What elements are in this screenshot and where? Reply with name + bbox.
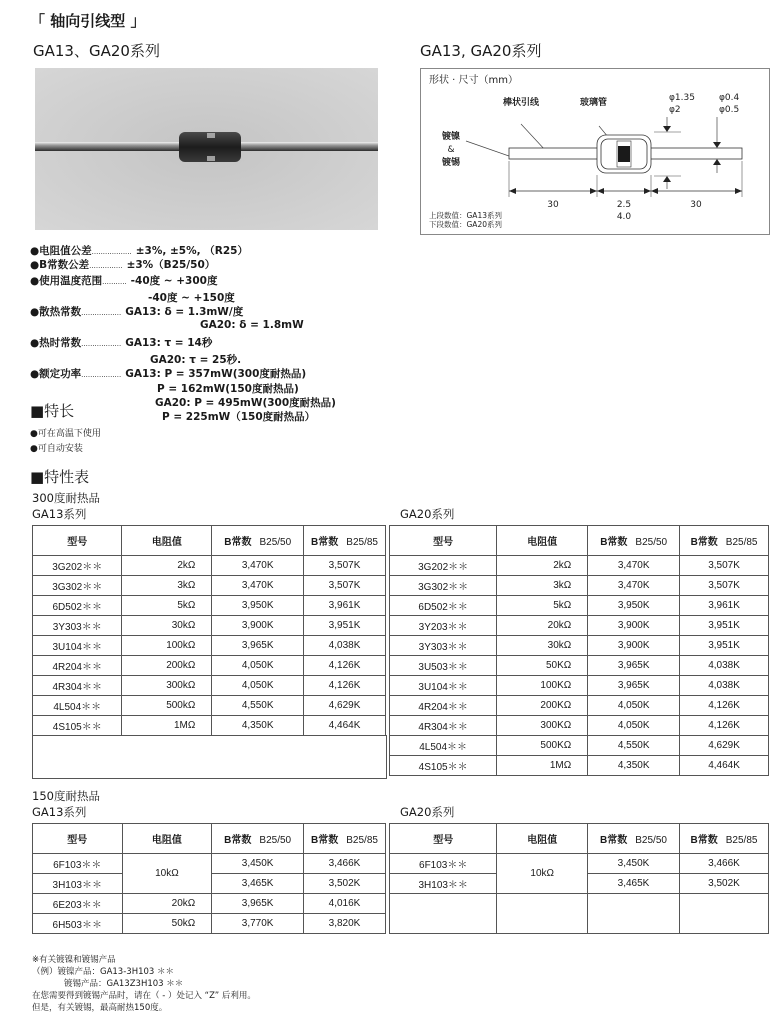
table-cell-empty: [679, 894, 768, 934]
table-cell-b2550: 3,470K: [212, 556, 304, 576]
plating-label-2: &: [447, 145, 455, 155]
spec-label: ●额定功率: [30, 368, 82, 380]
table-cell-model: 3H103＊＊: [33, 874, 123, 894]
spec-value: GA20: P = 495mW(300度耐热品): [155, 397, 336, 409]
column-header: [212, 526, 304, 556]
table-cell-resistance: 10kΩ: [122, 854, 212, 894]
section-150-ga13-label: GA13系列: [32, 805, 87, 819]
table-row: [33, 676, 386, 696]
spec-value: P = 162mW(150度耐热品): [157, 383, 299, 395]
table-cell-resistance: 300kΩ: [122, 676, 212, 696]
column-header: [679, 824, 768, 854]
features-heading: ■特长: [30, 402, 75, 420]
table-cell-model: 3U104＊＊: [390, 676, 497, 696]
note-line: 在您需要得到镀锡产品时，请在（ - ）处记入 “Z” 后利用。: [32, 991, 256, 1001]
table-cell-b2550: 3,465K: [212, 874, 304, 894]
dim-left-lead: 30: [547, 200, 559, 210]
column-header-label: B常数: [311, 835, 339, 846]
table-150-ga13: [32, 823, 386, 934]
column-header: [390, 824, 497, 854]
table-row: [390, 616, 769, 636]
spec-value: GA13: δ = 1.3mW/度: [125, 306, 244, 318]
column-header: [588, 824, 680, 854]
table-cell-b2550: 3,965K: [588, 676, 680, 696]
note-line: 但是，有关镀锡，最高耐热150度。: [32, 1003, 168, 1013]
spec-value: ±3%, ±5%, （R25）: [135, 245, 248, 257]
note-line: （例）镀镍产品：GA13-3H103 ＊＊: [32, 967, 175, 977]
characteristics-heading: ■特性表: [30, 468, 90, 486]
column-header: [680, 526, 769, 556]
lead-label: 棒状引线: [503, 98, 540, 108]
column-header: [497, 526, 588, 556]
table-cell-model: 3U104＊＊: [33, 636, 122, 656]
spec-leader-dots: ..................: [91, 248, 132, 256]
column-header-sublabel: B25/50: [259, 537, 292, 548]
table-cell-model: 6H503＊＊: [33, 914, 123, 934]
column-header: [33, 824, 123, 854]
table-row: [33, 854, 386, 874]
table-cell-b2550: 3,450K: [212, 854, 304, 874]
spec-row: [150, 352, 241, 367]
table-row: [33, 556, 386, 576]
table-cell-resistance: 500KΩ: [497, 736, 588, 756]
column-header-label: B常数: [224, 835, 252, 846]
table-cell-resistance: 200kΩ: [122, 656, 212, 676]
table-cell-model: 3G302＊＊: [390, 576, 497, 596]
table-cell-model: 6F103＊＊: [390, 854, 497, 874]
table-cell-model: 3Y303＊＊: [390, 636, 497, 656]
column-header: [588, 526, 680, 556]
section-300-title: 300度耐热品: [32, 491, 100, 505]
table-cell-b2550: 3,470K: [588, 556, 680, 576]
section-300-ga13-label: GA13系列: [32, 507, 87, 521]
body-diameter-lower: φ2: [669, 105, 681, 115]
table-cell-model: 4R204＊＊: [390, 696, 497, 716]
column-header-sublabel: B25/85: [346, 537, 378, 548]
table-cell-b2550: 4,350K: [212, 716, 304, 736]
table-cell-model: 4L504＊＊: [33, 696, 122, 716]
column-header-label: 电阻值: [151, 537, 182, 548]
table-cell-model: 4S105＊＊: [33, 716, 122, 736]
table-row-empty: [390, 894, 769, 934]
table-cell-resistance: 2kΩ: [122, 556, 212, 576]
spec-value: GA20: δ = 1.8mW: [200, 319, 304, 331]
table-row: [33, 576, 386, 596]
spec-leader-dots: ...........: [102, 278, 127, 286]
table-cell-resistance: 500kΩ: [122, 696, 212, 716]
table-cell-b2585: 4,464K: [304, 716, 386, 736]
table-row: [33, 656, 386, 676]
table-header-row: [33, 824, 386, 854]
table-cell-model: 3G302＊＊: [33, 576, 122, 596]
column-header: [390, 526, 497, 556]
table-cell-resistance: 20kΩ: [497, 616, 588, 636]
table-cell-b2585: 3,961K: [680, 596, 769, 616]
spec-value: -40度 ~ +150度: [148, 292, 235, 304]
column-header: [212, 824, 304, 854]
table-cell-resistance: 50KΩ: [497, 656, 588, 676]
table-header-row: [390, 824, 769, 854]
table-cell-b2550: 4,550K: [212, 696, 304, 716]
table-row: [390, 576, 769, 596]
table-cell-b2585: 4,629K: [304, 696, 386, 716]
table-cell-b2585: 4,126K: [304, 676, 386, 696]
category-title: 「 轴向引线型 」: [30, 12, 146, 30]
table-row: [33, 596, 386, 616]
table-cell-b2585: 4,126K: [680, 716, 769, 736]
column-header-sublabel: B25/85: [346, 835, 378, 846]
table-row: [390, 556, 769, 576]
lead-diameter-upper: φ0.4: [719, 93, 740, 103]
column-header: [497, 824, 588, 854]
column-header-label: 型号: [67, 835, 88, 846]
spec-row: [30, 366, 306, 381]
spec-label: ●B常数公差: [30, 259, 90, 271]
table-cell-b2585: 3,951K: [680, 636, 769, 656]
note-line: 镀锡产品：GA13Z3H103 ＊＊: [64, 979, 184, 989]
section-300-ga20-label: GA20系列: [400, 507, 455, 521]
table-300-ga13-empty-area: [32, 735, 387, 779]
table-cell-b2585: 4,038K: [680, 676, 769, 696]
table-row: [33, 716, 386, 736]
table-cell-b2585: 3,820K: [304, 914, 386, 934]
column-header: [122, 824, 212, 854]
table-300-ga20: [389, 525, 769, 776]
table-cell-b2585: 3,502K: [304, 874, 386, 894]
note-line: ※有关镀镍和镀锡产品: [32, 955, 116, 965]
table-cell-resistance: 3kΩ: [497, 576, 588, 596]
table-row: [390, 716, 769, 736]
dim-right-lead: 30: [690, 200, 702, 210]
legend-lower: 下段数值：GA20系列: [429, 220, 502, 229]
table-cell-b2585: 4,126K: [304, 656, 386, 676]
series-title-right: GA13, GA20系列: [420, 42, 542, 60]
table-cell-resistance: 200KΩ: [497, 696, 588, 716]
table-cell-b2585: 4,016K: [304, 894, 386, 914]
table-cell-model: 3Y203＊＊: [390, 616, 497, 636]
spec-value: GA13: τ = 14秒: [125, 337, 213, 349]
table-row: [390, 854, 769, 874]
spec-row: [30, 243, 248, 258]
spec-row: [157, 381, 299, 396]
table-cell-b2585: 3,466K: [304, 854, 386, 874]
column-header-sublabel: B25/50: [635, 835, 667, 846]
spec-row: [162, 409, 315, 424]
table-cell-b2550: 4,050K: [212, 676, 304, 696]
spec-row: [30, 257, 215, 272]
table-cell-b2585: 3,507K: [304, 576, 386, 596]
spec-label: ●散热常数: [30, 306, 82, 318]
table-cell-model: 6D502＊＊: [390, 596, 497, 616]
feature-item: ●可自动安装: [30, 444, 83, 454]
spec-value: ±3%（B25/50）: [126, 259, 216, 271]
table-row: [33, 894, 386, 914]
table-cell-b2585: 3,507K: [304, 556, 386, 576]
column-header-label: B常数: [311, 537, 339, 548]
feature-item: ●可在高温下使用: [30, 429, 101, 439]
column-header: [304, 526, 386, 556]
table-cell-b2550: 3,965K: [588, 656, 680, 676]
table-cell-b2585: 4,038K: [304, 636, 386, 656]
table-cell-model: 3G202＊＊: [33, 556, 122, 576]
table-cell-resistance: 3kΩ: [122, 576, 212, 596]
column-header-sublabel: B25/50: [635, 537, 668, 548]
column-header-label: B常数: [600, 537, 628, 548]
table-cell-b2585: 4,038K: [680, 656, 769, 676]
column-header-label: 型号: [433, 537, 454, 548]
table-150-ga20: [389, 823, 769, 934]
spec-row: [30, 304, 243, 319]
table-cell-b2550: 3,950K: [212, 596, 304, 616]
series-title-left: GA13、GA20系列: [33, 42, 160, 60]
body-diameter-upper: φ1.35: [669, 93, 695, 103]
table-row: [390, 656, 769, 676]
table-cell-b2550: 3,465K: [588, 874, 680, 894]
spec-leader-dots: ...............: [89, 262, 123, 270]
column-header: [122, 526, 212, 556]
diagram-title: 形状 · 尺寸（mm）: [429, 75, 519, 86]
table-cell-b2550: 3,900K: [588, 616, 680, 636]
spec-leader-dots: ..................: [81, 309, 122, 317]
table-cell-b2585: 3,951K: [680, 616, 769, 636]
spec-leader-dots: ..................: [81, 340, 122, 348]
table-cell-b2585: 3,951K: [304, 616, 386, 636]
table-cell-resistance: 300KΩ: [497, 716, 588, 736]
spec-value: GA20: τ = 25秒.: [150, 354, 242, 366]
table-row: [390, 636, 769, 656]
table-cell-b2550: 3,965K: [212, 894, 304, 914]
table-row: [33, 636, 386, 656]
table-cell-b2585: 4,126K: [680, 696, 769, 716]
table-cell-b2585: 4,629K: [680, 736, 769, 756]
column-header-sublabel: B25/85: [725, 537, 758, 548]
table-cell-resistance: 30kΩ: [497, 636, 588, 656]
table-cell-model: 4R204＊＊: [33, 656, 122, 676]
dimension-diagram: [420, 68, 770, 235]
column-header-label: 电阻值: [527, 835, 558, 846]
table-cell-model: 4S105＊＊: [390, 756, 497, 776]
table-cell-resistance: 100KΩ: [497, 676, 588, 696]
table-row: [390, 596, 769, 616]
table-cell-b2585: 3,507K: [680, 576, 769, 596]
table-cell-b2585: 3,466K: [679, 854, 768, 874]
table-cell-b2585: 3,507K: [680, 556, 769, 576]
table-cell-model: 3Y303＊＊: [33, 616, 122, 636]
column-header-sublabel: B25/85: [725, 835, 758, 846]
table-row: [390, 696, 769, 716]
table-cell-b2550: 3,450K: [588, 854, 680, 874]
column-header-label: B常数: [690, 537, 718, 548]
table-cell-resistance: 20kΩ: [122, 894, 212, 914]
spec-row: [200, 319, 304, 331]
dim-body-lower: 4.0: [616, 212, 632, 222]
table-cell-resistance: 50kΩ: [122, 914, 212, 934]
spec-value: GA13: P = 357mW(300度耐热品): [125, 368, 307, 380]
section-150-title: 150度耐热品: [32, 789, 100, 803]
dim-body-upper: 2.5: [616, 200, 632, 210]
column-header-label: B常数: [690, 835, 718, 846]
section-150-ga20-label: GA20系列: [400, 805, 455, 819]
table-cell-model: 4L504＊＊: [390, 736, 497, 756]
table-header-row: [33, 526, 386, 556]
table-header-row: [390, 526, 769, 556]
table-cell-model: 3G202＊＊: [390, 556, 497, 576]
spec-label: ●热时常数: [30, 337, 82, 349]
spec-value: P = 225mW（150度耐热品）: [162, 411, 316, 423]
plating-label-3: 镀锡: [441, 158, 461, 168]
table-cell-b2550: 4,350K: [588, 756, 680, 776]
table-cell-resistance: 5kΩ: [497, 596, 588, 616]
table-row: [390, 736, 769, 756]
table-cell-model: 6D502＊＊: [33, 596, 122, 616]
table-cell-resistance: 5kΩ: [122, 596, 212, 616]
table-row: [390, 676, 769, 696]
column-header-sublabel: B25/50: [259, 835, 292, 846]
table-cell-resistance: 1MΩ: [122, 716, 212, 736]
table-cell-b2550: 4,050K: [588, 696, 680, 716]
table-cell-empty: [497, 894, 588, 934]
spec-leader-dots: ..................: [81, 371, 122, 379]
table-cell-empty: [588, 894, 680, 934]
table-300-ga13: [32, 525, 386, 736]
column-header-label: 型号: [67, 537, 88, 548]
column-header-label: 电阻值: [151, 835, 182, 846]
table-cell-resistance: 100kΩ: [122, 636, 212, 656]
column-header-label: 型号: [433, 835, 454, 846]
glass-tube-label: 玻璃管: [580, 98, 608, 108]
column-header-label: B常数: [600, 835, 628, 846]
table-cell-b2585: 3,502K: [679, 874, 768, 894]
spec-label: ●使用温度范围: [30, 275, 103, 287]
spec-row: [155, 395, 336, 410]
table-cell-b2550: 3,470K: [212, 576, 304, 596]
table-cell-model: 3U503＊＊: [390, 656, 497, 676]
table-cell-resistance: 2kΩ: [497, 556, 588, 576]
spec-label: ●电阻值公差: [30, 245, 92, 257]
table-cell-b2550: 4,050K: [588, 716, 680, 736]
table-cell-b2550: 4,550K: [588, 736, 680, 756]
table-cell-b2585: 3,961K: [304, 596, 386, 616]
table-cell-resistance: 10kΩ: [497, 854, 588, 894]
table-cell-b2550: 3,965K: [212, 636, 304, 656]
table-cell-b2585: 4,464K: [680, 756, 769, 776]
table-cell-b2550: 3,770K: [212, 914, 304, 934]
product-photo: [35, 68, 378, 230]
table-cell-b2550: 3,900K: [212, 616, 304, 636]
lead-diameter-lower: φ0.5: [719, 105, 740, 115]
legend-upper: 上段数值：GA13系列: [429, 211, 502, 220]
table-cell-model: 6F103＊＊: [33, 854, 123, 874]
table-row: [33, 696, 386, 716]
table-cell-b2550: 3,900K: [588, 636, 680, 656]
table-cell-model: 4R304＊＊: [390, 716, 497, 736]
table-cell-empty: [390, 894, 497, 934]
spec-row: [148, 290, 235, 305]
spec-value: -40度 ~ +300度: [130, 275, 218, 287]
table-cell-model: 3H103＊＊: [390, 874, 497, 894]
table-cell-model: 4R304＊＊: [33, 676, 122, 696]
column-header-label: B常数: [224, 537, 252, 548]
column-header-label: 电阻值: [527, 537, 558, 548]
column-header: [304, 824, 386, 854]
table-cell-model: 6E203＊＊: [33, 894, 123, 914]
table-row: [33, 616, 386, 636]
table-cell-b2550: 3,470K: [588, 576, 680, 596]
table-cell-resistance: 1MΩ: [497, 756, 588, 776]
table-row: [33, 914, 386, 934]
plating-label-1: 镀镍: [441, 132, 461, 142]
table-cell-b2550: 4,050K: [212, 656, 304, 676]
table-cell-b2550: 3,950K: [588, 596, 680, 616]
table-row: [390, 756, 769, 776]
spec-row: [30, 335, 212, 350]
spec-row: [30, 273, 217, 288]
column-header: [33, 526, 122, 556]
table-cell-resistance: 30kΩ: [122, 616, 212, 636]
